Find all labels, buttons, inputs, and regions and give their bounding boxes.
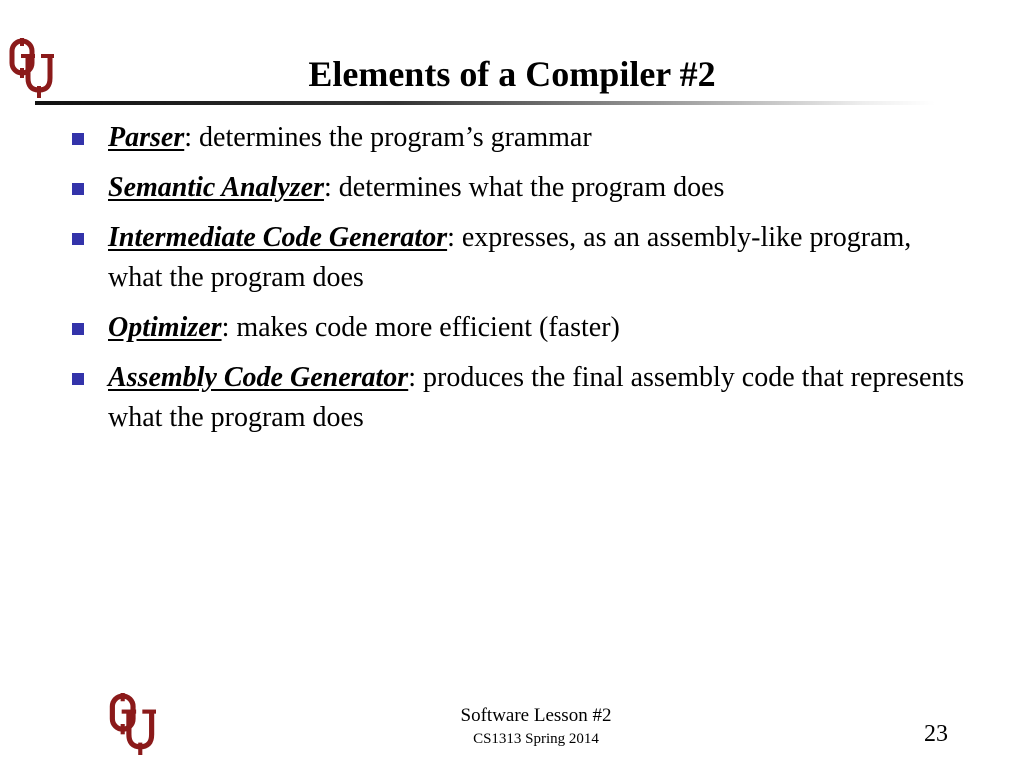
bullet-term: Semantic Analyzer bbox=[108, 172, 324, 203]
bullet-text: : determines the program’s grammar bbox=[184, 122, 592, 153]
bullet-item-intermediate-code-generator bbox=[72, 218, 972, 298]
slide-title: Elements of a Compiler #2 bbox=[308, 54, 716, 94]
bullet-item-optimizer bbox=[72, 308, 972, 348]
square-bullet-icon bbox=[72, 373, 84, 385]
bullet-term: Assembly Code Generator bbox=[108, 362, 409, 393]
title-divider bbox=[35, 101, 935, 105]
bullet-text: : makes code more efficient (faster) bbox=[221, 312, 620, 343]
square-bullet-icon bbox=[72, 183, 84, 195]
bullet-text: : expresses, as an assembly-like program, what the program does bbox=[108, 222, 912, 293]
square-bullet-icon bbox=[72, 323, 84, 335]
bullet-text: : determines what the program does bbox=[323, 172, 725, 203]
bullet-list bbox=[72, 118, 972, 448]
ou-logo-icon bbox=[108, 693, 156, 755]
bullet-term: Intermediate Code Generator bbox=[108, 222, 448, 253]
square-bullet-icon bbox=[72, 233, 84, 245]
footer-lesson-title: Software Lesson #2 bbox=[460, 705, 612, 726]
bullet-term: Optimizer bbox=[108, 312, 222, 343]
bullet-item-assembly-code-generator bbox=[72, 358, 972, 438]
square-bullet-icon bbox=[72, 133, 84, 145]
footer-course: CS1313 Spring 2014 bbox=[473, 731, 599, 747]
bullet-item-semantic-analyzer bbox=[72, 168, 972, 208]
bullet-text: : produces the final assembly code that represents what the program does bbox=[108, 362, 965, 433]
bullet-item-parser bbox=[72, 118, 972, 158]
bullet-term: Parser bbox=[108, 122, 185, 153]
page-number: 23 bbox=[924, 721, 948, 747]
